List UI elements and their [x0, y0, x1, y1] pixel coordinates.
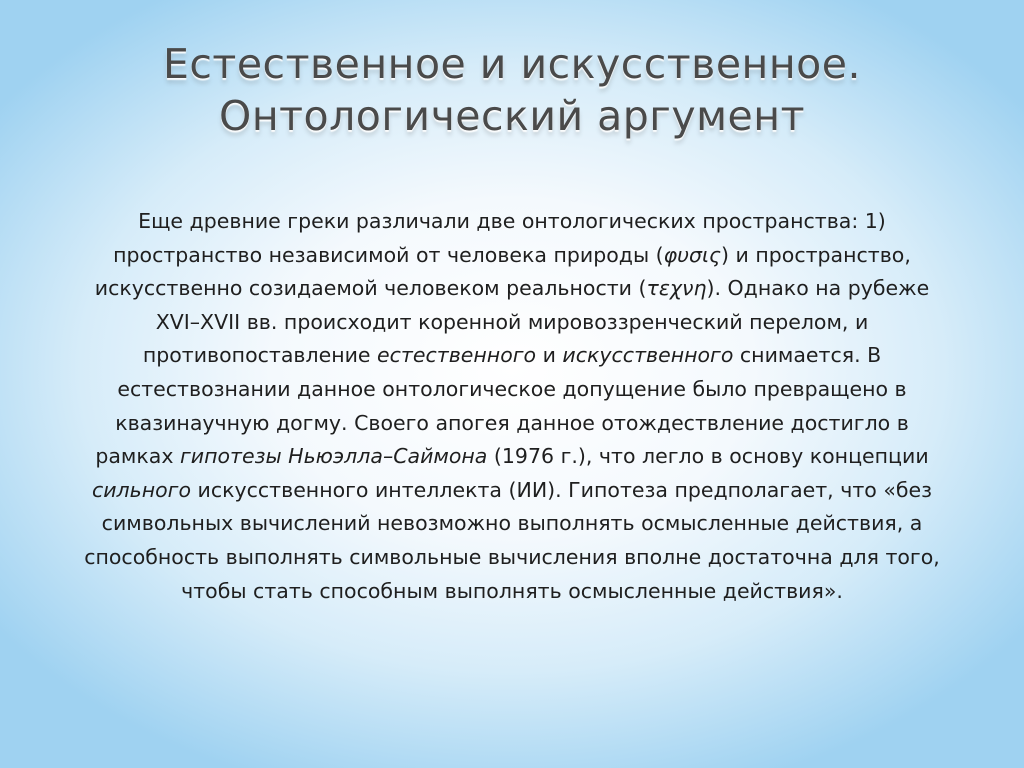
text-segment: и — [536, 343, 563, 368]
slide-title — [60, 38, 964, 142]
italic-term-techne: τεχνη — [646, 276, 707, 301]
italic-term-artificial: искусственного — [562, 343, 734, 368]
body-paragraph — [78, 205, 946, 608]
text-segment: Еще древние греки различали две онтологических пространства: 1) пространство независимой от человека природы ( — [113, 209, 886, 267]
italic-term-hypothesis: гипотезы Ньюэлла–Саймона — [179, 444, 488, 469]
italic-term-physis: φυσις — [663, 242, 722, 267]
italic-term-natural: естественного — [377, 343, 537, 368]
text-segment: ). Однако на рубеже XVI–XVII вв. происходит коренной мировоззренческий перелом, и противопоставление — [142, 276, 930, 368]
italic-term-strong: сильного — [91, 477, 191, 502]
text-segment: снимается. В естествознании данное онтологическое допущение было превращено в квазинаучную догму. Своего апогея данное отождествление достигло в рамках — [95, 343, 909, 469]
text-segment: ) и пространство, искусственно созидаемой человеком реальности ( — [94, 242, 911, 301]
text-segment: искусственного интеллекта (ИИ). Гипотеза предполагает, что «без символьных вычислений невозможно выполнять осмысленные действия, а способность выполнять символьные вычисления вполне достаточна для того, чтобы стать способным выполнять осмысленные действия». — [84, 477, 940, 603]
text-segment: (1976 г.), что легло в основу концепции — [487, 444, 929, 469]
title-line-1: Естественное и искусственное. — [162, 40, 862, 88]
title-line-2: Онтологический аргумент — [219, 92, 805, 140]
